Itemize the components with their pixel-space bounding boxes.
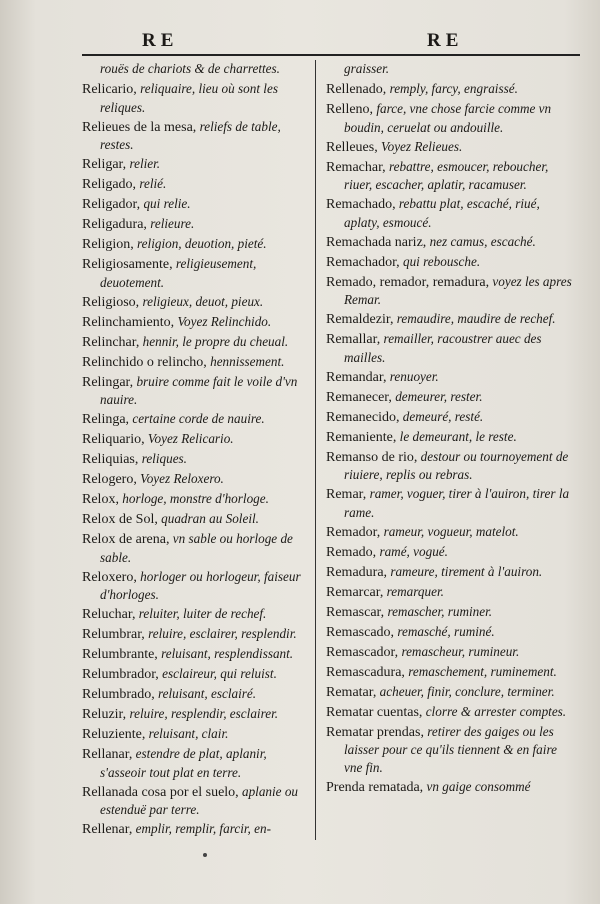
dictionary-entry bbox=[82, 783, 307, 819]
entry-definition: remascheur, rumineur. bbox=[398, 643, 520, 659]
entry-definition: reliefs de table, restes. bbox=[100, 118, 281, 153]
entry-definition: demeuré, resté. bbox=[399, 408, 484, 424]
entry-definition: remaudire, maudire de rechef. bbox=[393, 311, 556, 327]
dictionary-entry bbox=[82, 333, 307, 352]
entry-headword: Relinga, bbox=[82, 412, 130, 428]
entry-headword: Religadura, bbox=[82, 217, 147, 233]
entry-definition: remaschement, ruminement. bbox=[404, 663, 557, 679]
entry-definition: rebattre, esmoucer, reboucher, riuer, escacher, aplatir, racamuser. bbox=[344, 158, 549, 193]
entry-headword: Rellenar, bbox=[82, 822, 133, 838]
entry-headword: Religado, bbox=[82, 177, 137, 193]
entry-definition: Voyez Relieues. bbox=[377, 138, 463, 154]
entry-definition: ramer, voguer, tirer à l'auiron, tirer la rame. bbox=[344, 486, 570, 520]
dictionary-entry bbox=[82, 510, 307, 529]
entry-definition: horloge, monstre d'horloge. bbox=[118, 491, 269, 507]
entry-headword: Remadura, bbox=[326, 564, 388, 580]
entry-headword: Relingar, bbox=[82, 374, 134, 390]
dictionary-entry bbox=[82, 430, 307, 449]
dictionary-entry bbox=[82, 470, 307, 489]
dictionary-entry bbox=[326, 408, 578, 427]
entry-headword: Remascador, bbox=[326, 644, 399, 660]
dictionary-entry bbox=[82, 410, 307, 429]
dictionary-entry bbox=[326, 158, 578, 194]
dictionary-entry bbox=[82, 195, 307, 214]
entry-definition: rameure, tirement à l'auiron. bbox=[387, 563, 543, 579]
entry-definition: religieusement, deuotement. bbox=[100, 256, 257, 290]
entry-headword: Relleno, bbox=[326, 101, 374, 117]
dictionary-entry bbox=[326, 310, 578, 329]
entry-headword: Remascar, bbox=[326, 604, 385, 620]
entry-definition: qui rebousche. bbox=[399, 253, 481, 269]
entry-definition: remarquer. bbox=[383, 583, 444, 599]
dictionary-entry bbox=[82, 605, 307, 624]
entry-headword: Remanso de rio, bbox=[326, 449, 418, 465]
entry-headword: Relox de arena, bbox=[82, 532, 170, 548]
entry-headword: Relumbrador, bbox=[82, 667, 159, 683]
entry-headword: Reluziente, bbox=[82, 727, 146, 743]
entry-headword: Relox de Sol, bbox=[82, 512, 158, 528]
entry-definition: religieux, deuot, pieux. bbox=[139, 293, 264, 309]
dictionary-entry bbox=[82, 80, 307, 116]
entry-definition: acheuer, finir, conclure, terminer. bbox=[376, 683, 555, 699]
entry-definition: certaine corde de nauire. bbox=[129, 411, 265, 427]
entry-headword: Rellanada cosa por el suelo, bbox=[82, 784, 239, 800]
entry-definition: rameur, vogueur, matelot. bbox=[380, 523, 519, 539]
left-column bbox=[82, 60, 307, 840]
entry-definition: reluisant, resplendissant. bbox=[157, 646, 294, 662]
dictionary-entry bbox=[326, 100, 578, 136]
dictionary-entry bbox=[82, 215, 307, 234]
dictionary-entry bbox=[82, 353, 307, 372]
entry-definition: nez camus, escaché. bbox=[426, 233, 536, 249]
entry-headword: Relox, bbox=[82, 492, 119, 508]
dictionary-entry bbox=[82, 530, 307, 566]
entry-headword: Relinchar, bbox=[82, 334, 140, 350]
entry-definition: graisser. bbox=[344, 61, 390, 76]
entry-definition: Voyez Relicario. bbox=[144, 431, 234, 447]
entry-headword: Rematar, bbox=[326, 684, 377, 700]
entry-definition: reliquaire, lieu où sont les reliques. bbox=[100, 80, 278, 115]
entry-headword: Remachada nariz, bbox=[326, 234, 427, 250]
entry-definition: remailler, racoustrer auec des mailles. bbox=[344, 331, 542, 365]
entry-definition: voyez les apres Remar. bbox=[344, 273, 572, 308]
entry-headword: Relicario, bbox=[82, 81, 137, 97]
dictionary-entry bbox=[326, 543, 578, 562]
entry-headword: Relinchamiento, bbox=[82, 314, 175, 330]
dictionary-entry bbox=[82, 235, 307, 254]
dictionary-entry bbox=[82, 60, 307, 79]
dictionary-entry bbox=[326, 428, 578, 447]
entry-headword: Relleues, bbox=[326, 139, 378, 155]
entry-headword: Remachado, bbox=[326, 197, 396, 213]
entry-headword: Remascadura, bbox=[326, 664, 405, 680]
entry-definition: renuoyer. bbox=[386, 368, 439, 384]
dictionary-entry bbox=[82, 255, 307, 291]
entry-headword: Religador, bbox=[82, 197, 141, 213]
dictionary-entry bbox=[326, 448, 578, 484]
entry-definition: remply, farcy, engraissé. bbox=[386, 80, 518, 96]
entry-definition: emplir, remplir, farcir, en- bbox=[132, 821, 271, 837]
entry-definition: le demeurant, le reste. bbox=[396, 428, 517, 444]
entry-headword: Remachar, bbox=[326, 159, 386, 175]
entry-headword: Reliquario, bbox=[82, 432, 145, 448]
entry-definition: retirer des gaiges ou les laisser pour ce qu'ils tiennent & en faire vne fin. bbox=[344, 723, 557, 775]
entry-definition: rouës de chariots & de charrettes. bbox=[100, 61, 280, 76]
header-right: RE bbox=[427, 30, 464, 51]
entry-definition: remascher, ruminer. bbox=[384, 603, 493, 619]
dictionary-entry bbox=[326, 485, 578, 521]
dictionary-entry bbox=[326, 683, 578, 702]
entry-headword: Remaniente, bbox=[326, 429, 397, 445]
dictionary-entry bbox=[82, 705, 307, 724]
dictionary-entry bbox=[326, 388, 578, 407]
right-column bbox=[326, 60, 578, 798]
dictionary-entry bbox=[326, 778, 578, 797]
entry-definition: esclaireur, qui reluist. bbox=[158, 666, 277, 682]
entry-definition: reluisant, clair. bbox=[145, 726, 229, 742]
dictionary-entry bbox=[326, 233, 578, 252]
dictionary-entry bbox=[82, 745, 307, 781]
entry-headword: Relinchido o relincho, bbox=[82, 354, 207, 370]
entry-headword: Religar, bbox=[82, 157, 127, 173]
entry-definition: reluiter, luiter de rechef. bbox=[135, 606, 267, 622]
dictionary-entry bbox=[326, 603, 578, 622]
dictionary-entry bbox=[82, 450, 307, 469]
dictionary-entry bbox=[82, 568, 307, 604]
entry-definition: reluire, esclairer, resplendir. bbox=[144, 626, 297, 642]
entry-headword: Reluchar, bbox=[82, 607, 136, 623]
entry-headword: Remanecer, bbox=[326, 389, 392, 405]
entry-headword: Remascado, bbox=[326, 624, 395, 640]
entry-headword: Remallar, bbox=[326, 332, 381, 348]
entry-definition: demeurer, rester. bbox=[391, 388, 483, 404]
entry-headword: Relumbrante, bbox=[82, 647, 158, 663]
dictionary-entry bbox=[326, 195, 578, 231]
entry-headword: Remador, bbox=[326, 524, 381, 540]
dictionary-entry bbox=[82, 645, 307, 664]
entry-definition: religion, deuotion, pieté. bbox=[133, 236, 267, 252]
running-header bbox=[82, 30, 582, 54]
dictionary-entry bbox=[326, 703, 578, 722]
dictionary-entry bbox=[326, 583, 578, 602]
entry-definition: farce, vne chose farcie comme vn boudin, ceruelat ou andouille. bbox=[344, 100, 552, 135]
entry-headword: Reloxero, bbox=[82, 569, 137, 585]
dictionary-entry bbox=[82, 820, 307, 839]
entry-headword: Remachador, bbox=[326, 254, 400, 270]
entry-headword: Remandar, bbox=[326, 369, 387, 385]
dictionary-entry bbox=[326, 138, 578, 157]
entry-definition: vn gaige consommé bbox=[423, 778, 531, 794]
entry-headword: Rellanar, bbox=[82, 747, 133, 763]
entry-headword: Remanecido, bbox=[326, 409, 400, 425]
entry-definition: destour ou tournoyement de riuiere, replis ou rebras. bbox=[344, 448, 569, 483]
entry-definition: vn sable ou horloge de sable. bbox=[100, 531, 293, 565]
dictionary-entry bbox=[326, 663, 578, 682]
entry-headword: Relumbrado, bbox=[82, 687, 155, 703]
entry-definition: qui relie. bbox=[140, 196, 191, 212]
entry-headword: Rematar prendas, bbox=[326, 724, 424, 740]
dictionary-entry bbox=[82, 293, 307, 312]
header-rule bbox=[82, 54, 580, 56]
entry-headword: Rematar cuentas, bbox=[326, 704, 423, 720]
dictionary-entry bbox=[82, 155, 307, 174]
entry-definition: clorre & arrester comptes. bbox=[422, 703, 567, 719]
entry-headword: Remado, bbox=[326, 544, 377, 560]
entry-definition: reluire, resplendir, esclairer. bbox=[126, 706, 279, 722]
dictionary-entry bbox=[326, 643, 578, 662]
entry-definition: quadran au Soleil. bbox=[157, 511, 259, 527]
dictionary-entry bbox=[82, 490, 307, 509]
entry-definition: hennir, le propre du cheual. bbox=[139, 333, 289, 349]
entry-headword: Religiosamente, bbox=[82, 257, 173, 273]
dictionary-entry bbox=[82, 373, 307, 409]
entry-headword: Reliquias, bbox=[82, 452, 139, 468]
entry-headword: Relieues de la mesa, bbox=[82, 119, 197, 135]
entry-headword: Religioso, bbox=[82, 294, 140, 310]
entry-headword: Religion, bbox=[82, 237, 134, 253]
entry-headword: Remar, bbox=[326, 487, 367, 503]
dictionary-entry bbox=[326, 623, 578, 642]
entry-definition: Voyez Reloxero. bbox=[136, 471, 224, 487]
entry-headword: Remaldezir, bbox=[326, 312, 394, 328]
dictionary-entry bbox=[82, 625, 307, 644]
entry-definition: relié. bbox=[136, 176, 167, 192]
entry-headword: Reluzir, bbox=[82, 707, 127, 723]
entry-definition: Voyez Relinchido. bbox=[174, 313, 272, 329]
page-mark bbox=[203, 853, 207, 857]
dictionary-entry bbox=[326, 563, 578, 582]
entry-headword: Remarcar, bbox=[326, 584, 384, 600]
dictionary-entry bbox=[326, 60, 578, 79]
entry-definition: remasché, ruminé. bbox=[394, 623, 495, 639]
dictionary-entry bbox=[326, 523, 578, 542]
entry-definition: aplanie ou estenduë par terre. bbox=[100, 783, 299, 818]
dictionary-entry bbox=[326, 80, 578, 99]
dictionary-entry bbox=[326, 253, 578, 272]
entry-headword: Relumbrar, bbox=[82, 627, 145, 643]
entry-headword: Remado, remador, remadura, bbox=[326, 274, 490, 290]
dictionary-entry bbox=[82, 665, 307, 684]
entry-definition: horloger ou horlogeur, faiseur d'horloges. bbox=[100, 568, 301, 603]
entry-definition: reluisant, esclairé. bbox=[154, 686, 257, 702]
entry-definition: rebattu plat, escaché, riué, aplaty, esmoucé. bbox=[344, 196, 540, 230]
entry-definition: reliques. bbox=[138, 451, 187, 467]
dictionary-entry bbox=[326, 723, 578, 777]
dictionary-entry bbox=[82, 175, 307, 194]
entry-definition: relieure. bbox=[146, 216, 195, 232]
dictionary-entry bbox=[82, 725, 307, 744]
dictionary-entry bbox=[326, 368, 578, 387]
column-divider bbox=[315, 60, 316, 840]
dictionary-entry bbox=[82, 118, 307, 154]
dictionary-entry bbox=[82, 313, 307, 332]
header-left: RE bbox=[142, 30, 179, 51]
dictionary-entry bbox=[82, 685, 307, 704]
entry-headword: Rellenado, bbox=[326, 81, 387, 97]
dictionary-entry bbox=[326, 330, 578, 366]
entry-definition: bruire comme fait le voile d'vn nauire. bbox=[100, 373, 298, 408]
entry-definition: estendre de plat, aplanir, s'asseoir tout plat en terre. bbox=[100, 746, 267, 780]
entry-headword: Relogero, bbox=[82, 472, 137, 488]
dictionary-entry bbox=[326, 273, 578, 309]
entry-definition: ramé, vogué. bbox=[376, 543, 448, 559]
entry-headword: Prenda rematada, bbox=[326, 779, 424, 795]
entry-definition: relier. bbox=[126, 156, 161, 172]
entry-definition: hennissement. bbox=[206, 353, 285, 369]
